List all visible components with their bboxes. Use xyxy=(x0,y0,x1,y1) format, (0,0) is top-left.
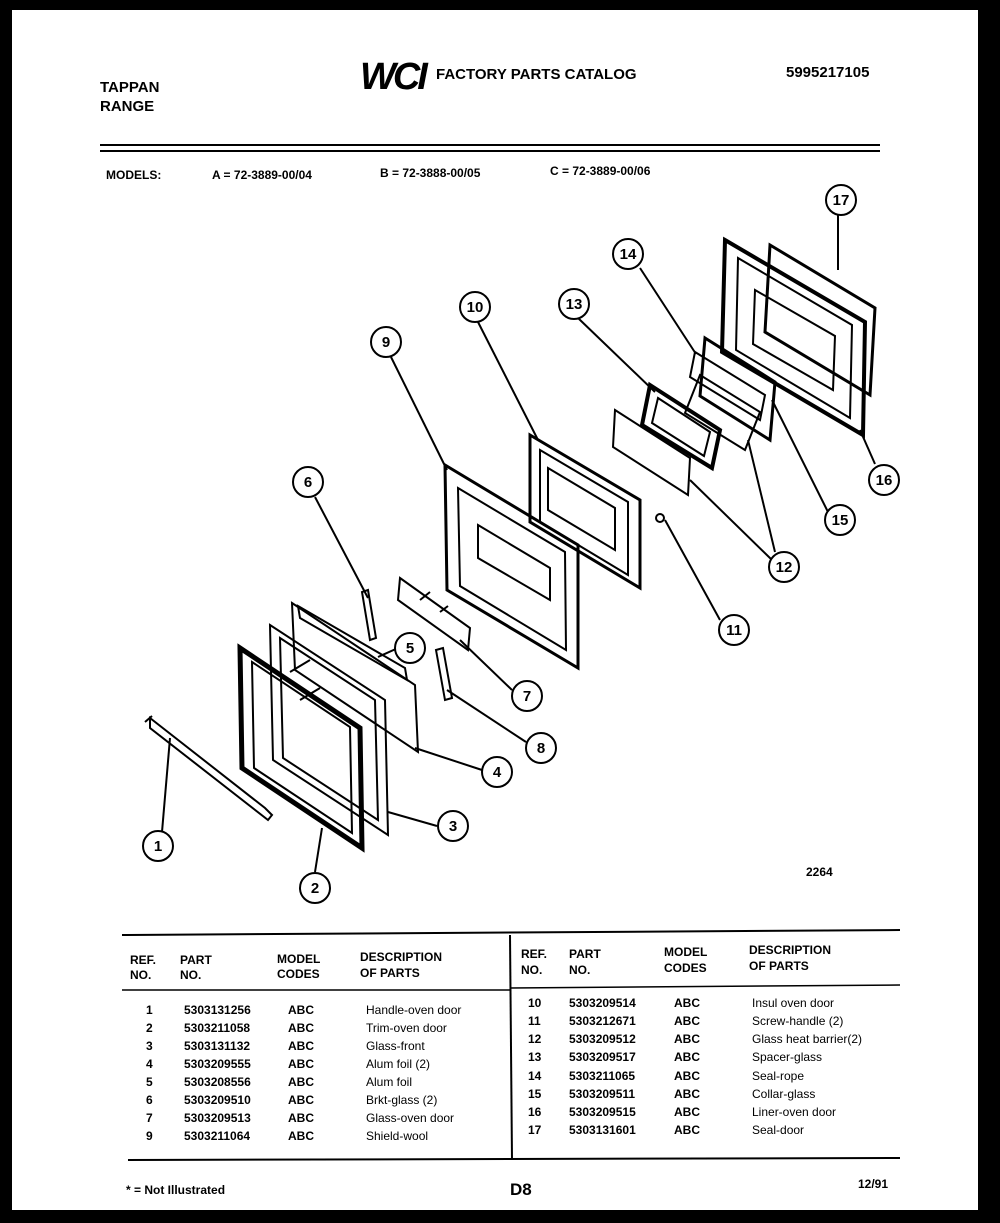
part-glass-heat-barrier xyxy=(613,375,760,495)
part-bracket-glass xyxy=(362,590,376,640)
callout-14: 14 xyxy=(619,246,637,263)
col-desc-header-2: OF PARTS xyxy=(360,966,420,980)
callout-2: 2 xyxy=(310,880,320,897)
callout-17: 17 xyxy=(832,192,850,209)
col-desc-header-right: DESCRIPTION xyxy=(749,943,832,957)
col-model-header-right: MODEL xyxy=(664,945,708,959)
callout-3: 3 xyxy=(448,818,458,835)
callout-4: 4 xyxy=(492,764,502,781)
callout-9: 9 xyxy=(381,334,391,351)
callout-15: 15 xyxy=(831,512,849,529)
part-trim-oven-door xyxy=(240,648,362,848)
catalog-number: 5995217105 xyxy=(786,64,870,81)
callout-13: 13 xyxy=(565,296,583,313)
col-desc-header: DESCRIPTION xyxy=(360,950,443,964)
model-b: B = 72-3888-00/05 xyxy=(380,166,481,180)
col-ref-header: REF. xyxy=(130,953,157,967)
col-part-header-2: NO. xyxy=(180,968,202,982)
figure-number: 2264 xyxy=(806,865,833,879)
col-model-header: MODEL xyxy=(277,952,321,966)
col-ref-header-right-2: NO. xyxy=(521,963,543,977)
brand-line2: RANGE xyxy=(100,98,155,115)
page-code: D8 xyxy=(510,1180,532,1199)
col-part-header-right-2: NO. xyxy=(569,963,591,977)
catalog-date: 12/91 xyxy=(858,1177,889,1191)
callout-10: 10 xyxy=(466,299,484,316)
part-shield-wool xyxy=(445,465,578,668)
wci-logo: WCI xyxy=(360,56,425,98)
models-label: MODELS: xyxy=(106,168,162,182)
callout-8: 8 xyxy=(536,740,546,757)
callout-7: 7 xyxy=(522,688,532,705)
leader-lines xyxy=(162,214,875,872)
callout-12: 12 xyxy=(775,559,793,576)
callout-1: 1 xyxy=(153,838,163,855)
part-glass-front xyxy=(270,625,388,835)
col-part-header: PART xyxy=(180,953,212,967)
model-a: A = 72-3889-00/04 xyxy=(212,168,312,182)
part-screw-handle xyxy=(656,514,664,522)
footnote-not-illustrated: * = Not Illustrated xyxy=(126,1183,226,1197)
brand-line1: TAPPAN xyxy=(100,79,160,96)
callout-6: 6 xyxy=(303,474,313,491)
callout-5: 5 xyxy=(405,640,415,657)
part-liner-oven-door xyxy=(722,240,865,435)
callouts xyxy=(143,185,899,903)
col-part-header-right: PART xyxy=(569,947,601,961)
col-model-header-2: CODES xyxy=(277,967,320,981)
model-c: C = 72-3889-00/06 xyxy=(550,164,651,178)
col-model-header-right-2: CODES xyxy=(664,961,707,975)
col-desc-header-right-2: OF PARTS xyxy=(749,959,809,973)
col-ref-header-right: REF. xyxy=(521,947,548,961)
catalog-title: FACTORY PARTS CATALOG xyxy=(436,66,637,83)
col-ref-header-2: NO. xyxy=(130,968,152,982)
callout-11: 11 xyxy=(726,622,742,639)
callout-16: 16 xyxy=(875,472,893,489)
